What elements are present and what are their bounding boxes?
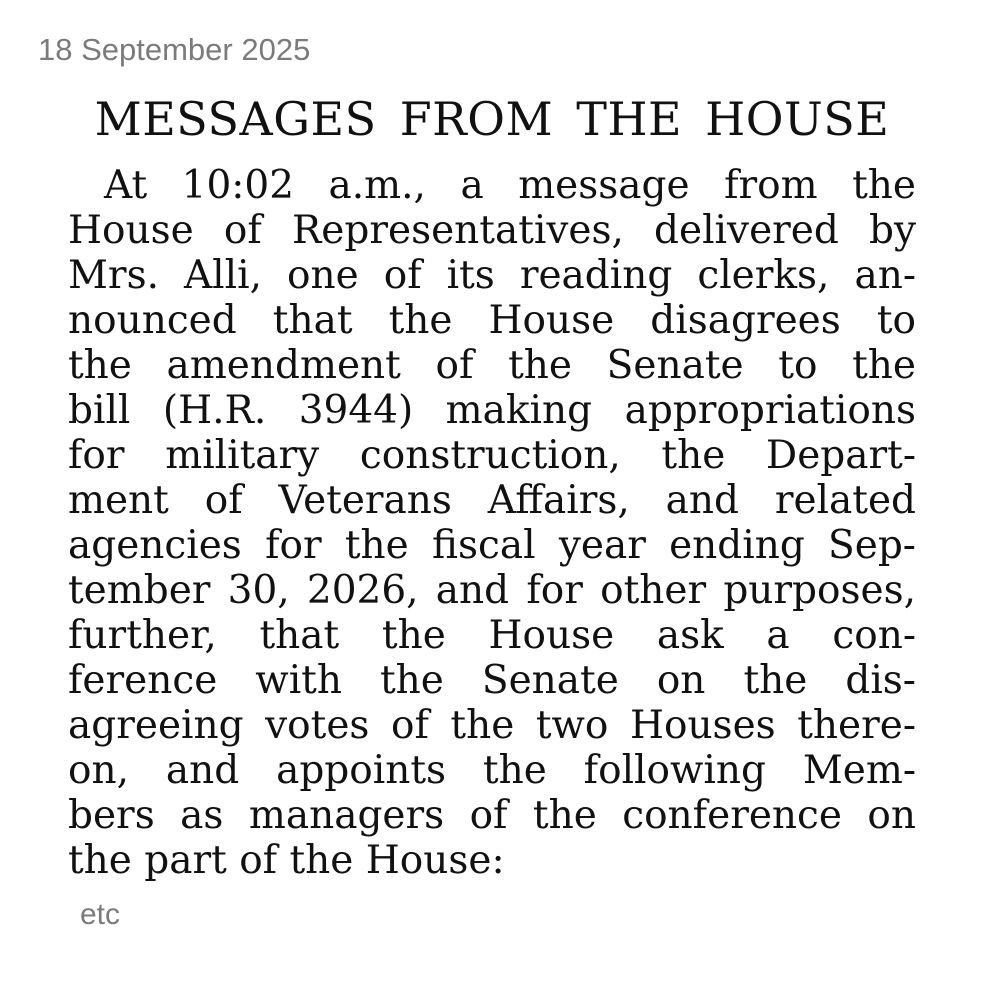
paragraph xyxy=(68,163,916,883)
paragraph-line: ference with the Senate on the dis- xyxy=(68,658,916,703)
paragraph-line: the part of the House: xyxy=(68,838,505,883)
paragraph-line: the amendment of the Senate to the xyxy=(68,343,916,388)
date-label: 18 September 2025 xyxy=(38,32,311,67)
footer-note: etc xyxy=(80,898,121,931)
paragraph-line: bers as managers of the conference on xyxy=(68,793,916,838)
section-heading: MESSAGES FROM THE HOUSE xyxy=(94,92,890,146)
paragraph-line: agreeing votes of the two Houses there- xyxy=(68,703,916,748)
paragraph-line: on, and appoints the following Mem- xyxy=(68,748,916,793)
paragraph-line: ment of Veterans Affairs, and related xyxy=(68,478,916,523)
paragraph-line: Mrs. Alli, one of its reading clerks, an- xyxy=(68,253,916,298)
paragraph-line: agencies for the fiscal year ending Sep- xyxy=(68,523,916,568)
paragraph-line: House of Representatives, delivered by xyxy=(68,208,916,253)
paragraph-line: nounced that the House disagrees to xyxy=(68,298,916,343)
paragraph-line: tember 30, 2026, and for other purposes, xyxy=(68,568,916,613)
paragraph-line: bill (H.R. 3944) making appropriations xyxy=(68,388,916,433)
paragraph-line: for military construction, the Depart- xyxy=(68,433,916,478)
paragraph-line: At 10:02 a.m., a message from the xyxy=(104,163,916,208)
paragraph-line: further, that the House ask a con- xyxy=(68,613,916,658)
